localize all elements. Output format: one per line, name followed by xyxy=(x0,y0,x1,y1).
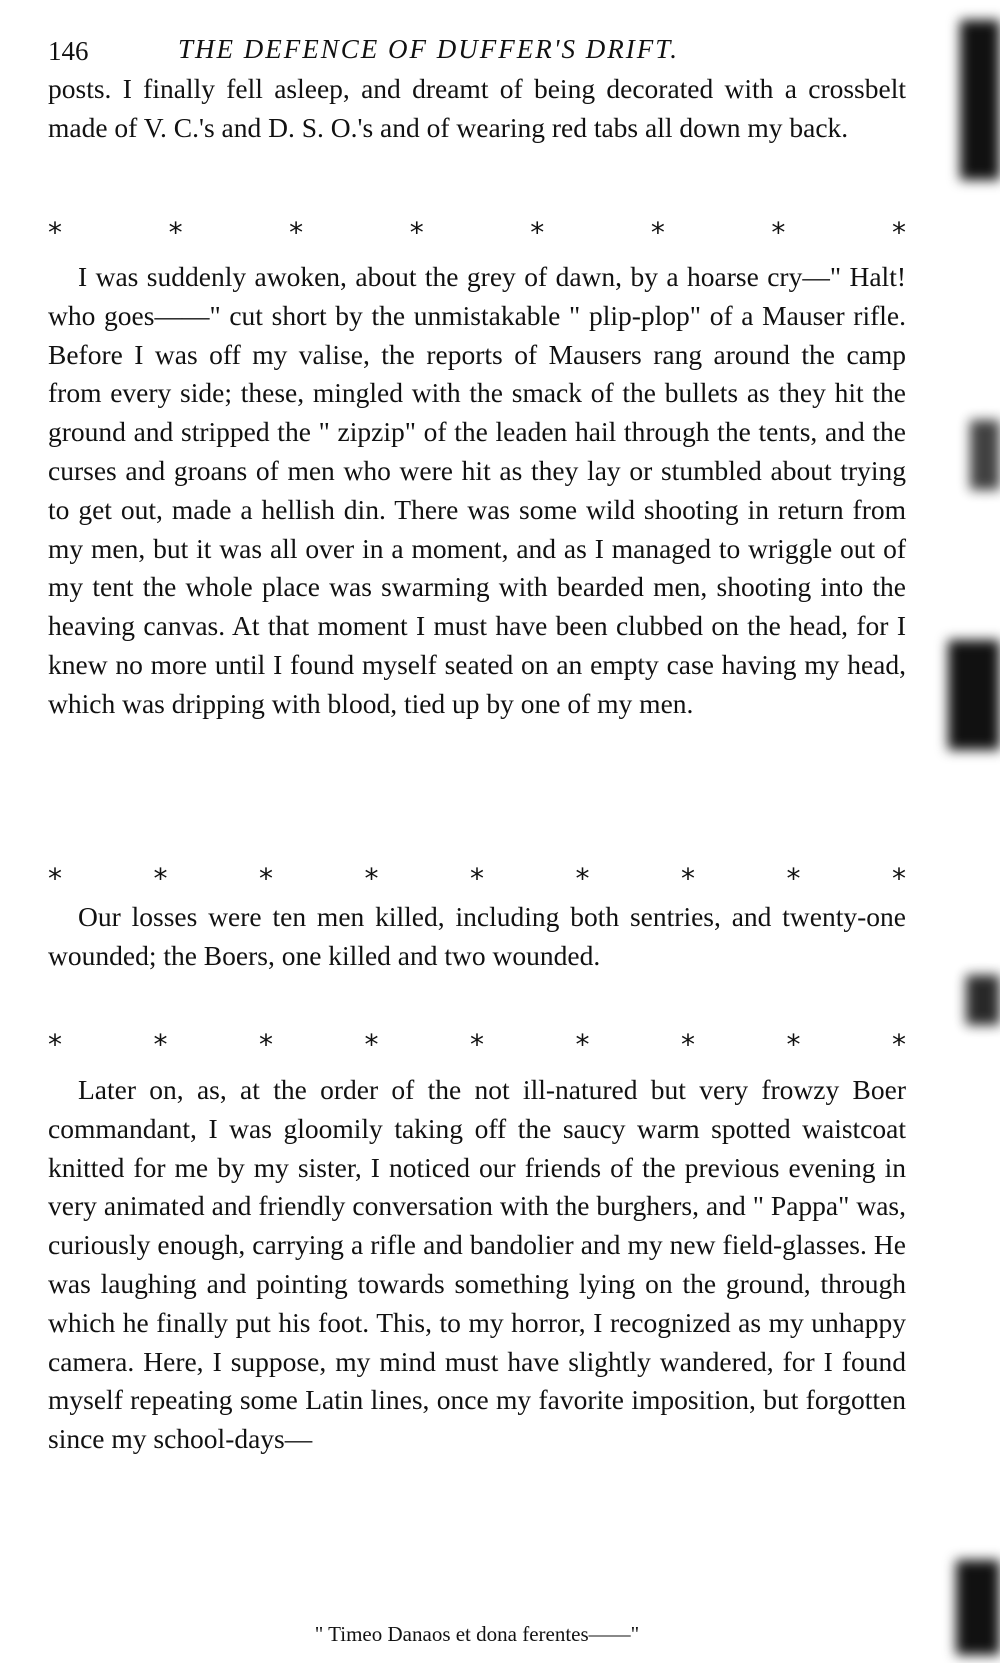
separator-star: * xyxy=(650,216,665,249)
separator-star: * xyxy=(409,216,424,249)
separator-star: * xyxy=(48,1028,62,1061)
separator-star: * xyxy=(891,216,906,249)
separator-star: * xyxy=(168,216,183,249)
paragraph-1: posts. I finally fell asleep, and dreamt of being decorated with a crossbelt made of V. C.'s and D. S. O.'s and of wearing red tabs all down my back. xyxy=(48,73,906,143)
scan-edge-shadow xyxy=(948,640,1000,750)
separator-star: * xyxy=(575,862,590,895)
separator-star: * xyxy=(153,862,168,895)
separator-star: * xyxy=(48,862,62,895)
scan-edge-shadow xyxy=(956,1560,1000,1655)
separator-star: * xyxy=(771,216,786,249)
separator-star: * xyxy=(153,1028,168,1061)
page-number: 146 xyxy=(48,36,89,66)
scan-edge-shadow xyxy=(960,20,1000,180)
running-head xyxy=(48,30,906,70)
separator-star: * xyxy=(681,862,695,895)
separator-star: * xyxy=(892,862,906,895)
separator-star: * xyxy=(470,862,484,895)
paragraph-2: I was suddenly awoken, about the grey of dawn, by a hoarse cry—" Halt! who goes——" cut short by the unmistakable " plip-plop" of a Mauser rifle. Before I was off my valise, the reports of Mausers rang around the camp from every side; these, mingled with the smack of the bullets as they hit the ground and stripped the " zipzip" of the leaden hail through the tents, and the curses and groans of men who were hit as they lay or stumbled about trying to get out, made a hellish din. There was some wild shooting in return from my men, but it was all over in a moment, and as I managed to wriggle out of my tent the whole place was swarming with bearded men, shooting into the heaving canvas. At that moment I must have been clubbed on the head, for I knew no more until I found myself seated on an empty case having my head, which was dripping with blood, tied up by one of my men. xyxy=(48,261,906,719)
scan-edge-shadow xyxy=(970,420,1000,490)
separator-star: * xyxy=(364,862,379,895)
section-separator-2 xyxy=(48,864,906,894)
section-separator-3 xyxy=(48,1030,906,1060)
separator-star: * xyxy=(681,1028,695,1061)
separator-star: * xyxy=(289,216,304,249)
separator-star: * xyxy=(259,862,273,895)
separator-star: * xyxy=(364,1028,379,1061)
paragraph-3: Our losses were ten men killed, including both sentries, and twenty-one wounded; the Boers, one killed and two wounded. xyxy=(48,901,906,971)
separator-star: * xyxy=(470,1028,484,1061)
scan-edge-shadow xyxy=(966,975,1000,1025)
separator-star: * xyxy=(530,216,545,249)
section-separator-1 xyxy=(48,218,906,248)
separator-star: * xyxy=(786,1028,801,1061)
separator-star: * xyxy=(48,216,62,249)
running-title: THE DEFENCE OF DUFFER'S DRIFT. xyxy=(178,34,679,64)
separator-star: * xyxy=(786,862,801,895)
separator-star: * xyxy=(575,1028,590,1061)
separator-star: * xyxy=(892,1028,906,1061)
separator-star: * xyxy=(259,1028,273,1061)
paragraph-4: Later on, as, at the order of the not ill-natured but very frowzy Boer commandant, I was gloomily taking off the saucy warm spotted waistcoat knitted for me by my sister, I noticed our friends of the previous evening in very animated and friendly conversation with the burghers, and " Pappa" was, curiously enough, carrying a rifle and bandolier and my new field-glasses. He was laughing and pointing towards something lying on the ground, through which he finally put his foot. This, to my horror, I recognized as my unhappy camera. Here, I suppose, my mind must have slightly wandered, for I found myself repeating some Latin lines, once my favorite imposition, but forgotten since my school-days— xyxy=(48,1074,906,1455)
latin-quote: " Timeo Danaos et dona ferentes——" xyxy=(314,1622,640,1646)
